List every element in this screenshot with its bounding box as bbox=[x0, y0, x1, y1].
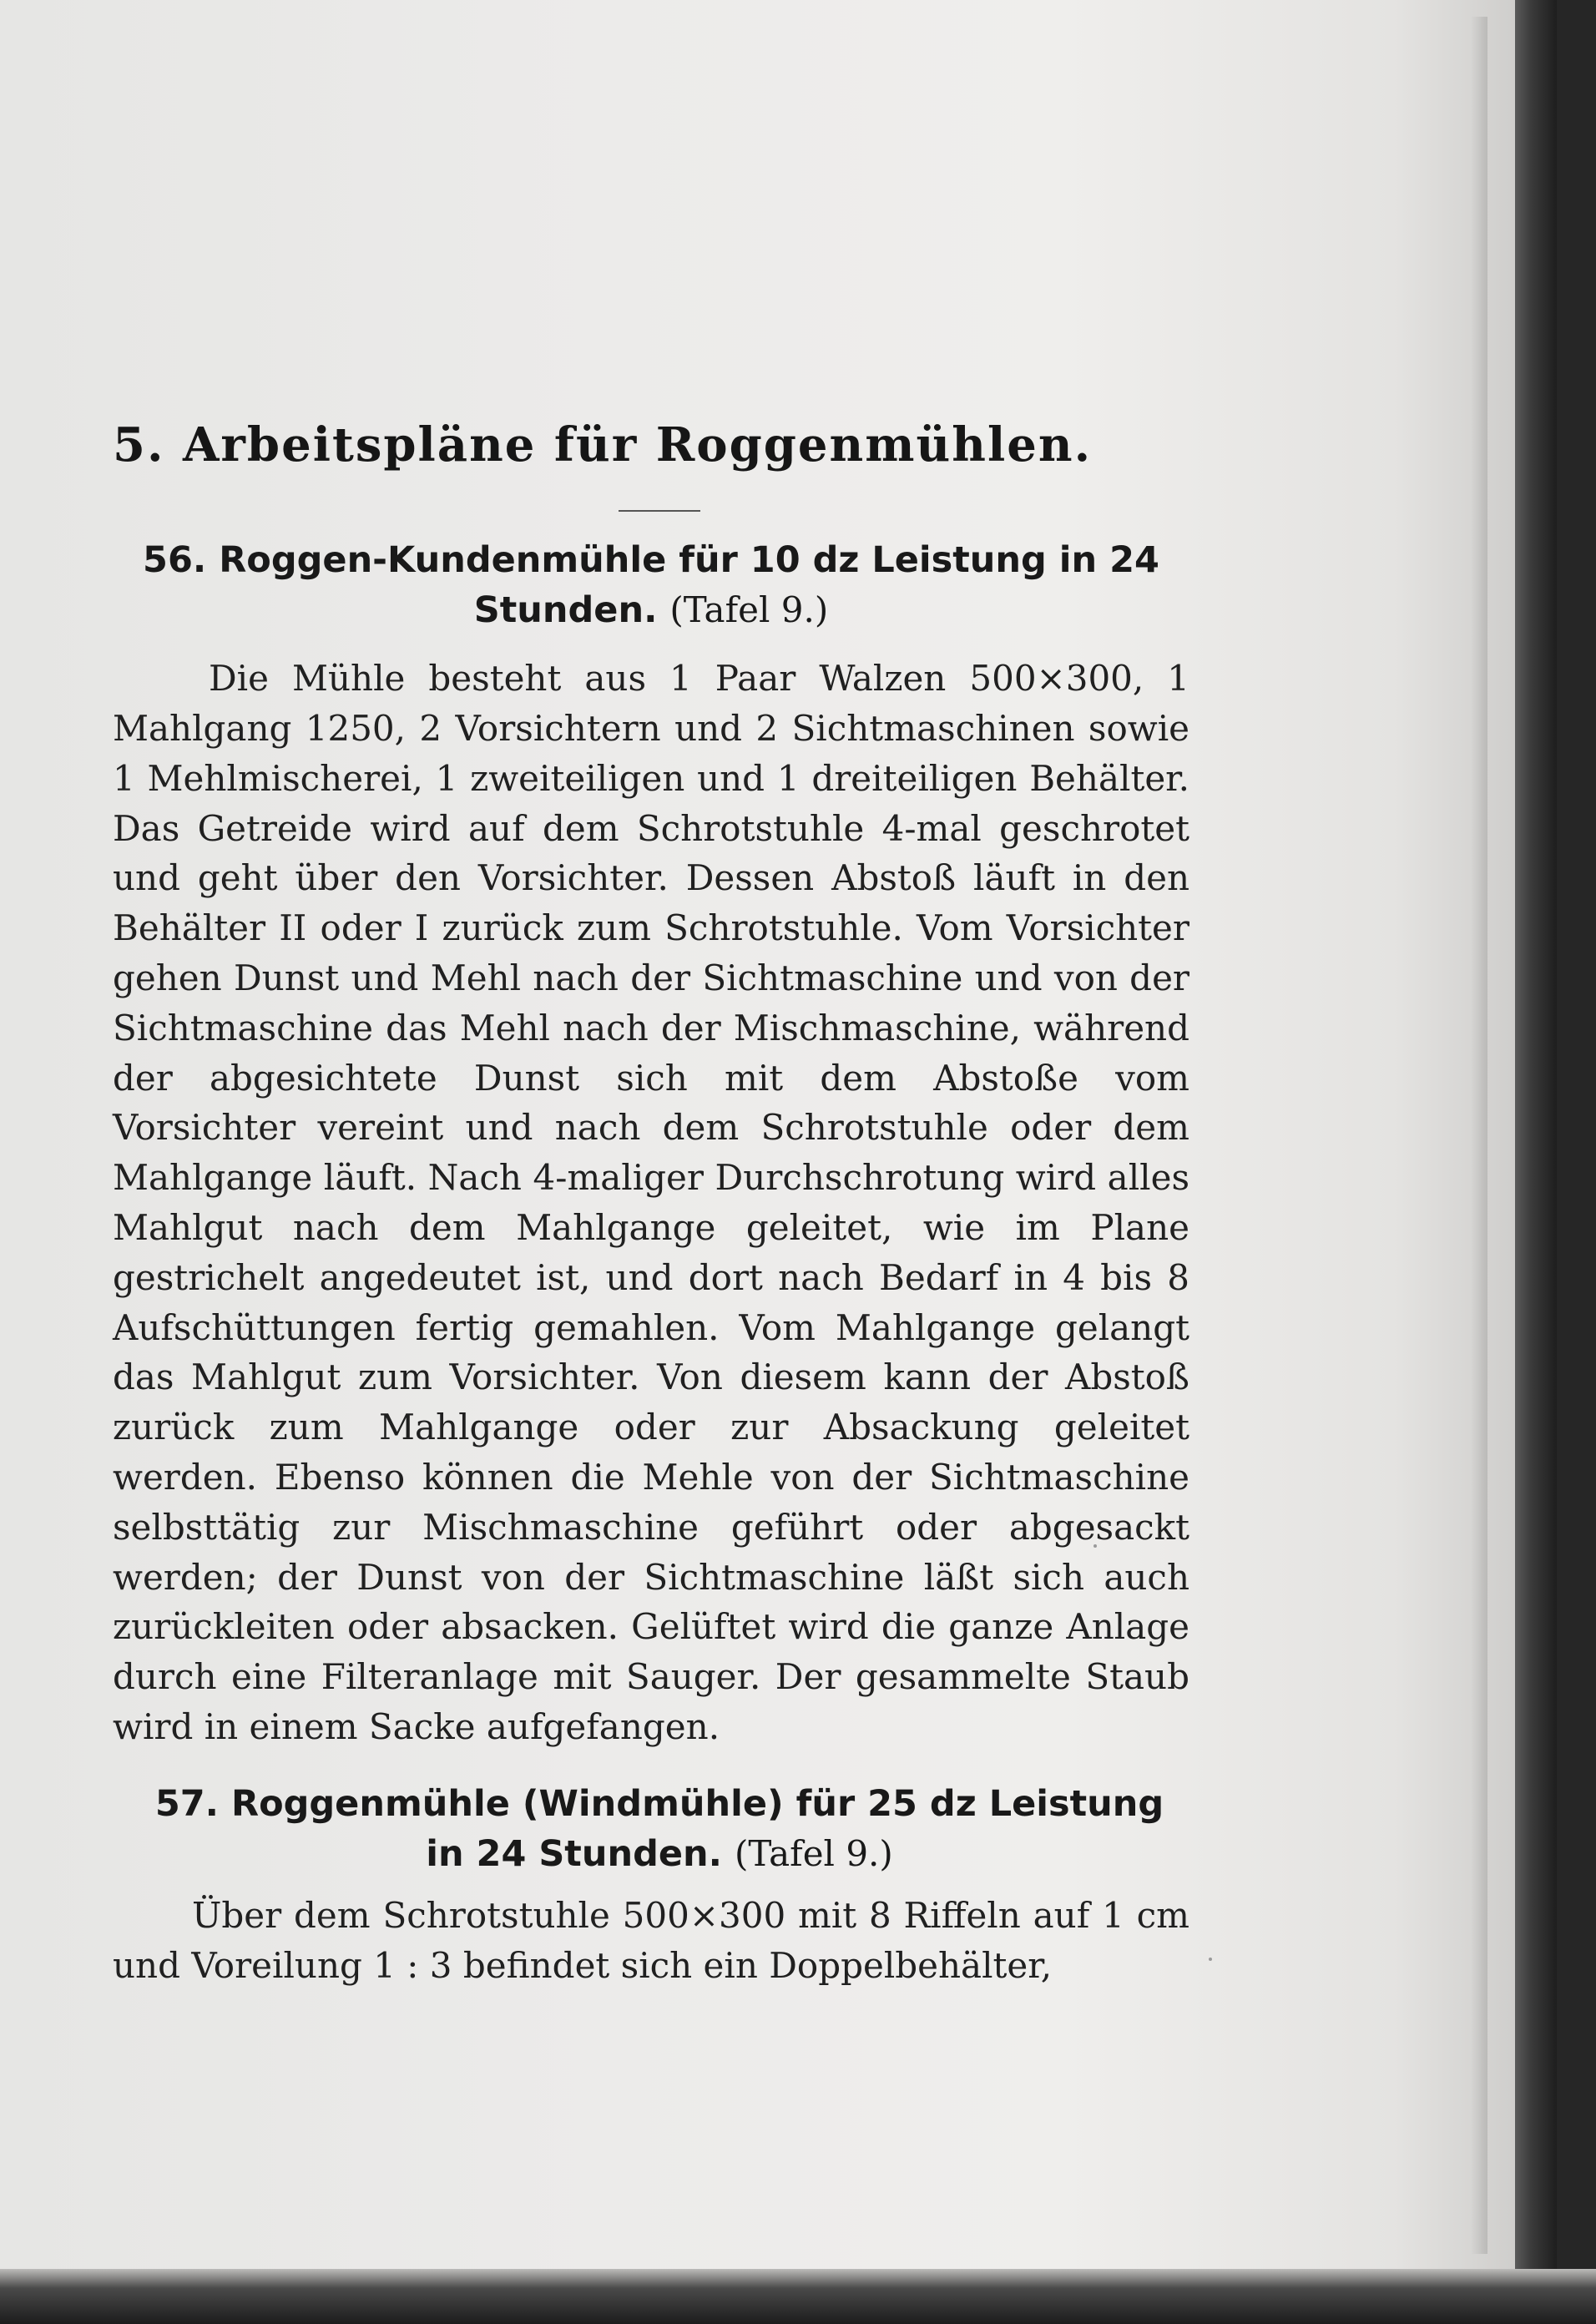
section-57-heading-text: 57. Roggenmühle (Windmühle) für 25 dz Leistung in 24 Stunden. bbox=[154, 1782, 1164, 1875]
paper-speck bbox=[1209, 1958, 1212, 1961]
page-curl-shadow bbox=[1471, 17, 1487, 2254]
section-57-heading bbox=[113, 1779, 1189, 1879]
section-56-body: Die Mühle besteht aus 1 Paar Walzen 500×300, 1 Mahlgang 1250, 2 Vorsichtern und 2 Sichtmaschinen sowie 1 Mehlmischerei, 1 zweiteiligen und 1 dreiteiligen Behälter. Das Getreide wird auf dem Schrotstuhle 4-mal geschrotet und geht über den Vorsichter. Dessen Abstoß läuft in den Behälter II oder I zurück zum Schrotstuhle. Vom Vorsichter gehen Dunst und Mehl nach der Sichtmaschine und von der Sichtmaschine das Mehl nach der Mischmaschine, während der abgesichtete Dunst sich mit dem Abstoße vom Vorsichter vereint und nach dem Schrotstuhle oder dem Mahlgange läuft. Nach 4-maliger Durchschrotung wird alles Mahlgut nach dem Mahlgange geleitet, wie im Plane gestrichelt angedeutet ist, und dort nach Bedarf in 4 bis 8 Aufschüttungen fertig gemahlen. Vom Mahlgange gelangt das Mahlgut zum Vorsichter. Von diesem kann der Abstoß zurück zum Mahlgange oder zur Absackung geleitet werden. Ebenso können die Mehle von der Sichtmaschine selbsttätig zur Mischmaschine geführt oder abgesackt werden; der Dunst von der Sichtmaschine läßt sich auch zurückleiten oder absacken. Gelüftet wird die ganze Anlage durch eine Filteranlage mit Sauger. Der gesammelte Staub wird in einem Sacke aufgefangen. bbox=[113, 658, 1189, 1747]
section-56-heading-text: 56. Roggen-Kundenmühle für 10 dz Leistung in 24 Stunden. bbox=[143, 539, 1159, 632]
section-57-tafel-ref: (Tafel 9.) bbox=[734, 1832, 893, 1874]
title-divider bbox=[619, 510, 700, 512]
text-column bbox=[113, 417, 1189, 1990]
section-56-heading bbox=[113, 535, 1189, 635]
section-57-body: Über dem Schrotstuhle 500×300 mit 8 Riffeln auf 1 cm und Voreilung 1 : 3 befindet sich ein Doppelbehälter, bbox=[113, 1894, 1189, 1986]
section-56-tafel-ref: (Tafel 9.) bbox=[669, 589, 829, 631]
chapter-title: 5. Arbeitspläne für Roggenmühlen. bbox=[113, 417, 1093, 472]
bottom-edge-shadow bbox=[0, 2269, 1596, 2324]
page-edge-shadow bbox=[1515, 0, 1557, 2287]
